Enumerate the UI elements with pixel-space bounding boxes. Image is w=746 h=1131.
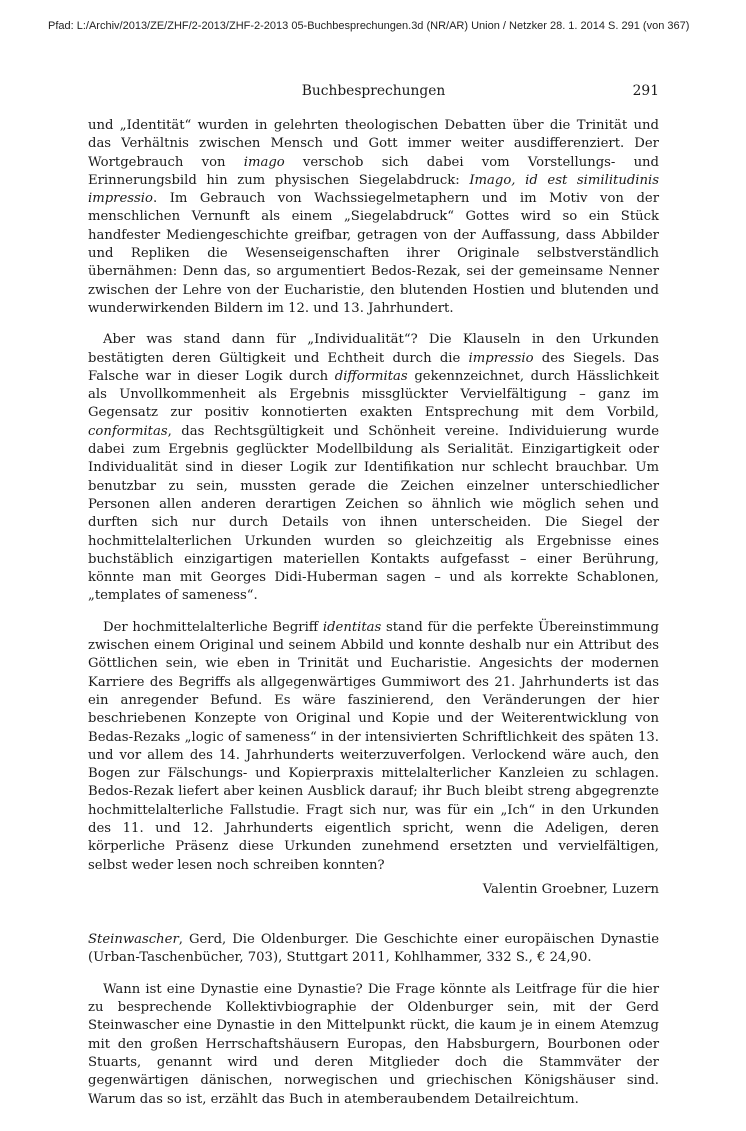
italic-term-conformitas: conformitas bbox=[88, 423, 168, 439]
text-run: verschob sich dabei vom Vorstellungs- und Erinnerungsbild hin zum physischen Siegelabdruck: bbox=[88, 154, 659, 188]
review-signature: Valentin Groebner, Luzern bbox=[482, 881, 659, 897]
italic-quote-latin: Imago, id est similitudinis impressio bbox=[88, 172, 659, 207]
paragraph-dynasty: Wann ist eine Dynastie eine Dynastie? Die Frage könnte als Leitfrage für die hier zu besprechende Kollektivbiographie der Oldenburger sein, mit der Gerd Steinwascher eine Dynastie in den Mittelpunkt rückt, die kaum je in einem Atemzug mit den großen Herrschaftshäusern Europas, den Habsburgern, Bourbonen oder Stuarts, genannt wird und deren Mitglieder doch die Stammväter der gegenwärtigen dänischen, norwegischen und griechischen Königshäuser sind. Warum das so ist, erzählt das Buch in atemberaubendem Detailreichtum. bbox=[88, 981, 659, 1107]
text-run: , das Rechtsgültigkeit und Schönheit vereine. Individuierung wurde dabei zum Ergebnis geglückter Modellbildung als Serialität. Einzigartigkeit oder Individualität sind in dieser Logik zur Identifikation nur schlecht brauchbar. Um benutzbar zu sein, mussten gerade die Zeichen einzelner unterschiedlicher Personen allen anderen derartigen Zeichen so ähnlich wie möglich sehen und durften sich nur durch Details von ihnen unterscheiden. Die Siegel der hochmittelalterlichen Urkunden wurden so gleichzeitig als Ergebnisse eines buchstäblich einzigartigen materiellen Kontakts aufgefasst – einer Berührung, könnte man mit Georges Didi-Huberman sagen – und als korrekte Schablonen, „templates of sameness“. bbox=[88, 423, 659, 604]
italic-term-identitas: identitas bbox=[322, 619, 382, 635]
text-run: stand für die perfekte Übereinstimmung zwischen einem Original und seinem Abbild und konnte deshalb nur ein Attribut des Göttlichen sein, wie eben in Trinität und Eucharistie. Angesichts der modernen Karriere des Begriffs als allgegenwärtiges Gummiwort des 21. Jahrhunderts ist das ein anregender Befund. Es wäre faszinierend, den Veränderungen der hier beschriebenen Konzepte von Original und Kopie und der Weiterentwicklung von Bedas-Rezaks „logic of sameness“ in der intensivierten Schriftlichkeit des späten 13. und vor allem des 14. Jahrhunderts weiterzuverfolgen. Verlockend wäre auch, den Bogen zur Fälschungs- und Kopierpraxis mittelalterlicher Kanzleien zu schlagen. Bedos-Rezak liefert aber keinen Ausblick darauf; ihr Buch bleibt streng abgegrenzte hochmittelalterliche Fallstudie. Fragt sich nur, was für ein „Ich“ in den Urkunden des 11. und 12. Jahrhunderts eigentlich spricht, wenn die Adeligen, deren körperliche Präsenz diese Urkunden zunehmend ersetzten und vervielfältigen, selbst weder lesen noch schreiben konnten? bbox=[88, 619, 659, 873]
italic-term-impressio: impressio bbox=[468, 350, 534, 366]
file-path-metadata: Pfad: L:/Archiv/2013/ZE/ZHF/2-2013/ZHF-2-2013 05-Buchbesprechungen.3d (NR/AR) Union / Netzker 28. 1. 2014 S. 291 (von 367) bbox=[48, 20, 690, 32]
running-header-title: Buchbesprechungen bbox=[301, 83, 446, 99]
italic-term-difformitas: difformitas bbox=[334, 368, 408, 384]
text-run: und „Identität“ wurden in gelehrten theologischen Debatten über die Trinität und das Verhältnis zwischen Mensch und Gott immer weiter ausdifferenziert. Der Wortgebrauch von bbox=[88, 118, 659, 170]
text-run: . Im Gebrauch von Wachssiegelmetaphern und im Motiv von der menschlichen Vernunft als einem „Siegelabdruck“ Gottes wird so ein Stück handfester Mediengeschichte greifbar, getragen von der Auffassung, dass Abbilder und Repliken die Wesenseigenschaften ihrer Originale selbstverständlich übernähmen: Denn das, so argumentiert Bedos-Rezak, sei der gemeinsame Nenner zwischen der Lehre von der Eucharistie, den blutenden Hostien und blutenden und wunderwirkenden Bildern im 12. und 13. Jahrhundert. bbox=[88, 191, 659, 316]
paragraph-individuality bbox=[88, 331, 659, 605]
bibliographic-entry bbox=[88, 931, 659, 968]
running-header bbox=[88, 83, 659, 99]
text-run: gekennzeichnet, durch Hässlichkeit als Unvollkommenheit als Ergebnis missglückter Vervielfältigung – ganz im Gegensatz zur positiv konnotierten exakten Entsprechung mit dem Vorbild, bbox=[88, 368, 659, 421]
bib-details: , Gerd, Die Oldenburger. Die Geschichte einer europäischen Dynastie (Urban-Taschenbücher, 703), Stuttgart 2011, Kohlhammer, 332 S., € 24,90. bbox=[88, 932, 659, 966]
text-run: des Siegels. Das Falsche war in dieser Logik durch bbox=[88, 350, 659, 384]
page-body bbox=[88, 117, 659, 1109]
bib-author: Steinwascher bbox=[88, 932, 179, 948]
page-number: 291 bbox=[632, 83, 659, 99]
italic-term-imago: imago bbox=[243, 154, 285, 170]
paragraph-identity bbox=[88, 117, 659, 318]
paragraph-identitas bbox=[88, 619, 659, 875]
text-run: Aber was stand dann für „Individualität“? Die Klauseln in den Urkunden bestätigten deren Gültigkeit und Echtheit durch die bbox=[88, 332, 659, 366]
text-run: Der hochmittelalterliche Begriff bbox=[103, 619, 323, 635]
